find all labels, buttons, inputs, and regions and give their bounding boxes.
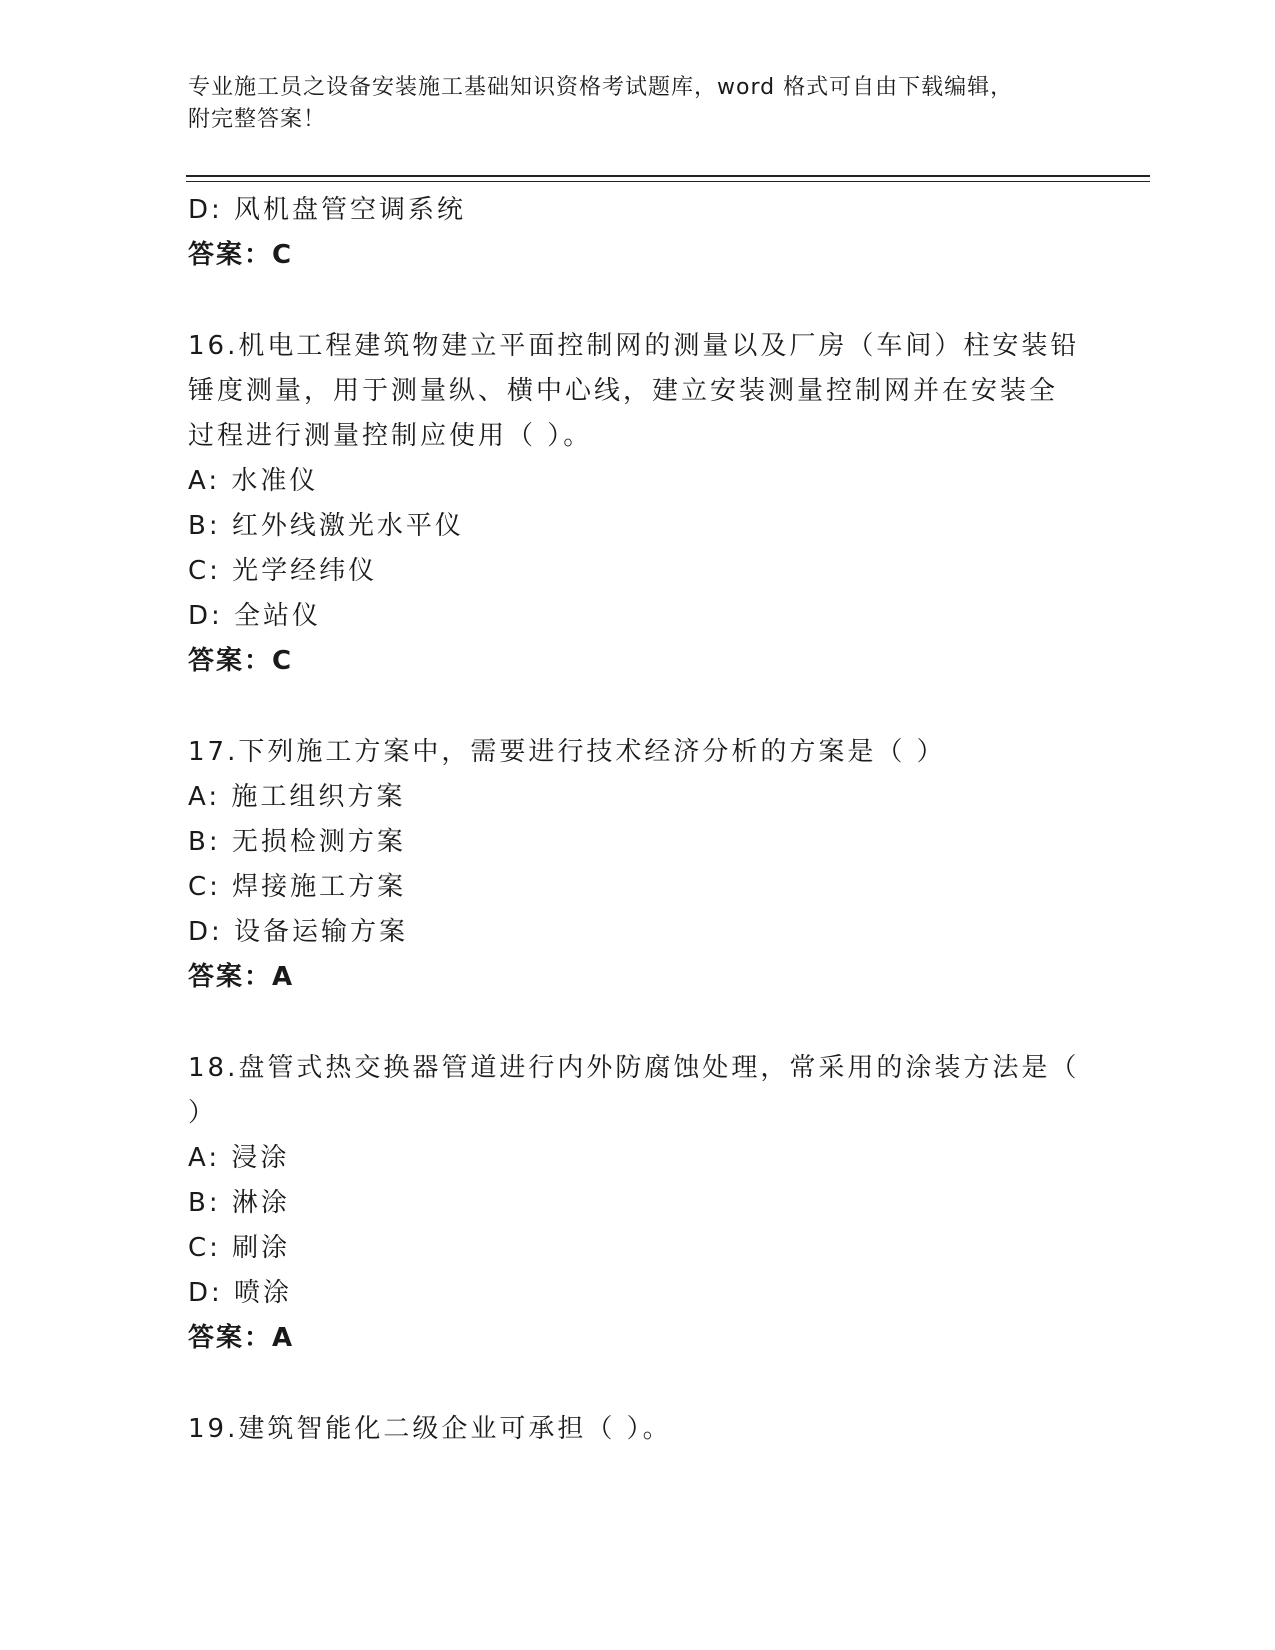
question-stem: ） (188, 1098, 218, 1128)
header-line-2: 附完整答案！ (188, 107, 327, 132)
option-d: D: 喷涂 (188, 1278, 293, 1308)
option-a: A: 浸涂 (188, 1143, 290, 1173)
option-b: B: 红外线激光水平仪 (188, 511, 464, 541)
header-divider-thick (186, 175, 1150, 177)
question-15 (188, 188, 1088, 278)
answer: 答案：C (188, 240, 294, 270)
option-b: B: 淋涂 (188, 1188, 290, 1218)
option-d: D: 全站仪 (188, 601, 322, 631)
question-list (188, 188, 1088, 1452)
question-stem: 18.盘管式热交换器管道进行内外防腐蚀处理，常采用的涂装方法是（ (188, 1053, 1080, 1083)
page-header (188, 72, 1088, 136)
option-c: C: 光学经纬仪 (188, 556, 378, 586)
question-stem: 16.机电工程建筑物建立平面控制网的测量以及厂房（车间）柱安装铅 (188, 331, 1080, 361)
header-line-1: 专业施工员之设备安装施工基础知识资格考试题库，word 格式可自由下载编辑， (188, 75, 1014, 100)
option-c: C: 刷涂 (188, 1233, 291, 1263)
question-stem: 锤度测量，用于测量纵、横中心线，建立安装测量控制网并在安装全 (188, 376, 1059, 406)
option-d: D: 风机盘管空调系统 (188, 195, 467, 225)
answer: 答案：C (188, 646, 294, 676)
question-stem: 17.下列施工方案中，需要进行技术经济分析的方案是（ ） (188, 737, 946, 767)
question-18 (188, 1046, 1088, 1361)
question-16 (188, 324, 1088, 684)
option-a: A: 施工组织方案 (188, 782, 406, 812)
question-stem: 过程进行测量控制应使用（ ）。 (188, 421, 593, 451)
option-b: B: 无损检测方案 (188, 827, 406, 857)
question-17 (188, 730, 1088, 1000)
option-d: D: 设备运输方案 (188, 917, 409, 947)
header-divider-thin (186, 181, 1150, 182)
option-a: A: 水准仪 (188, 466, 319, 496)
answer: 答案：A (188, 1323, 295, 1353)
answer: 答案：A (188, 962, 295, 992)
question-stem: 19.建筑智能化二级企业可承担（ ）。 (188, 1414, 672, 1444)
option-c: C: 焊接施工方案 (188, 872, 407, 902)
question-19 (188, 1407, 1088, 1452)
